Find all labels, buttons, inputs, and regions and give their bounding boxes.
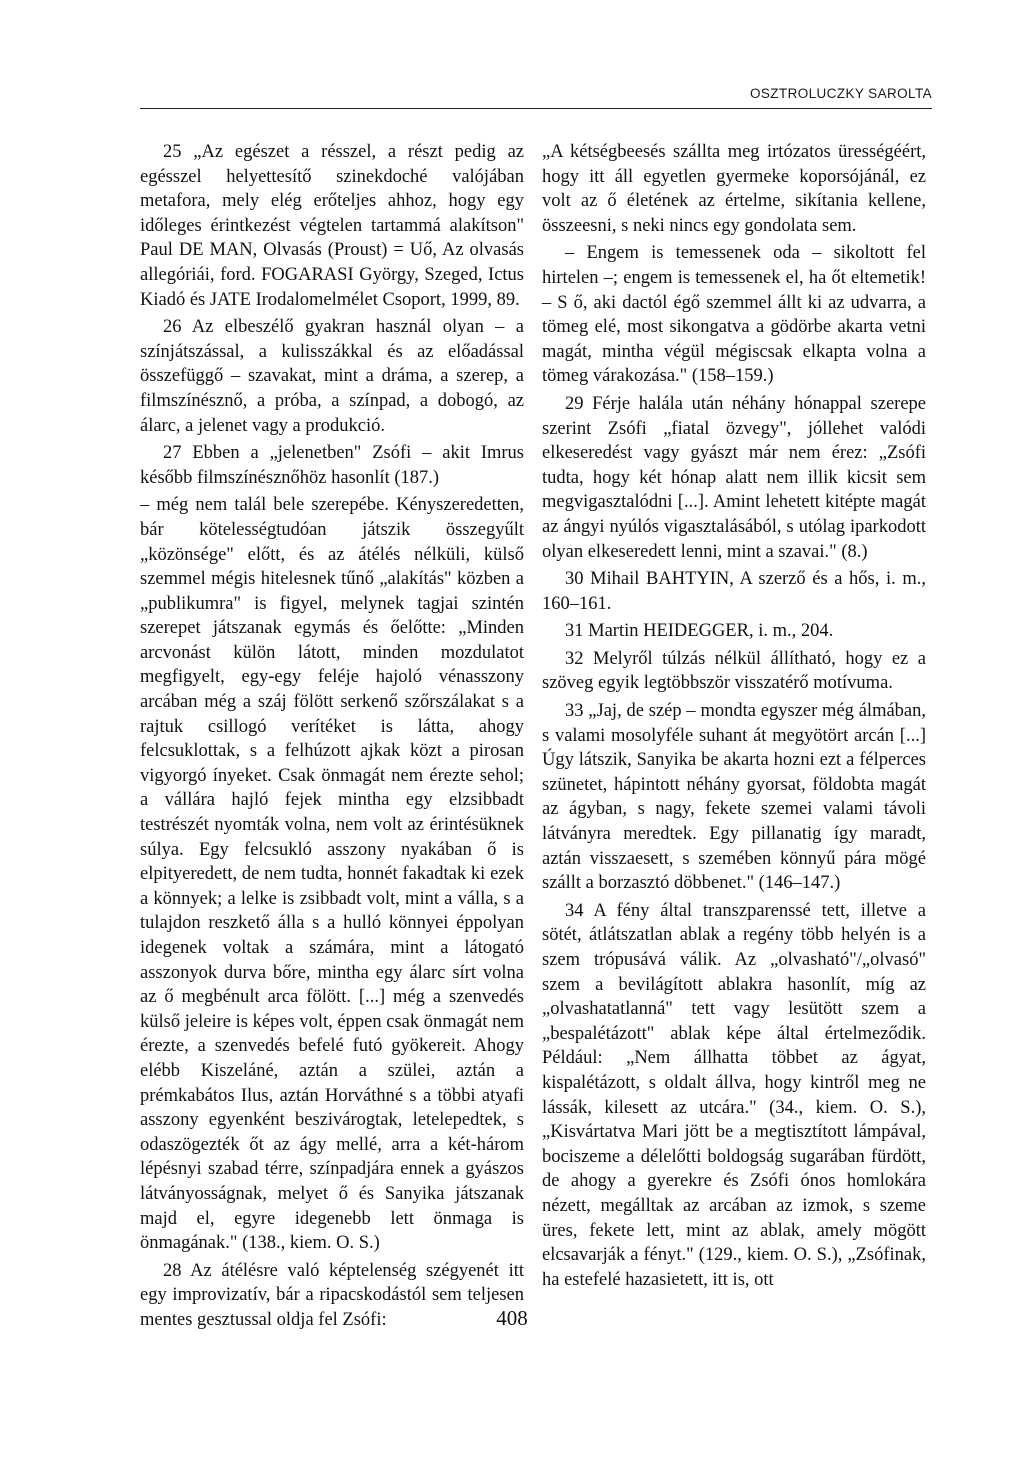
right-column <box>542 140 926 1295</box>
footnote-26: 26 Az elbeszélő gyakran használ olyan – a színjátszással, a kulisszákkal és az előadással összefüggő – szavakat, mint a dráma, a szerep, a filmszínésznő, a próba, a színpad, a dobogó, az álarc, a jelenet vagy a produkció. <box>140 317 524 436</box>
footnote-28-quote: „A kétségbeesés szállta meg irtózatos ürességéért, hogy itt áll egyetlen gyermeke koporsójánál, ez volt az ő életének az értelme, sikítania kellene, összeesni, s neki nincs egy gondolata sem. <box>542 142 926 236</box>
footnote-30: 30 Mihail BAHTYIN, A szerző és a hős, i. m., 160–161. <box>542 569 926 614</box>
footnote-28: 28 Az átélésre való képtelenség szégyenét itt egy improvizatív, bár a ripacskodástól sem teljesen mentes gesztussal oldja fel Zsófi: <box>140 1260 524 1330</box>
left-column <box>140 140 524 1336</box>
header-rule <box>140 108 932 109</box>
running-head: OSZTROLUCZKY SAROLTA <box>749 86 932 101</box>
footnote-33: 33 „Jaj, de szép – mondta egyszer még álmában, s valami mosolyféle suhant át megyötört arcán [...] Úgy látszik, Sanyika be akarta hozni ezt a félperces szünetet, hápintott néhány gyorsat, földobta magát az ágyban, s nagy, fekete szemei valami távoli látványra meredtek. Egy pillanatig így maradt, aztán visszaesett, s szemében könnyű pára mögé szállt a borzasztó döbbenet." (146–147.) <box>542 701 926 894</box>
footnote-32: 32 Melyről túlzás nélkül állítható, hogy ez a szöveg egyik legtöbbször visszatérő motívuma. <box>542 648 926 694</box>
footnote-27-continued: – még nem talál bele szerepébe. Kényszeredetten, bár kötelességtudóan játszik összegyűlt „közönsége" előtt, és az átélés nélküli, külső szemmel mégis hitelesnek tűnő „alakítás" közben a „publikumra" is figyel, melynek tagjai szintén szerepet játszanak egymás és őelőtte: „Minden arcvonást külön látott, minden mozdulatot megfigyelt, egy-egy feléje hajoló vénasszony arcában még a száj fölött serkenő szőrszálakat s a rajtuk csillogó verítéket is látta, ahogy felcsuklottak, s a felhúzott ajkak közt a pirosan vigyorgó ínyeket. Csak önmagát nem érezte sehol; a vállára hajló fejek mintha egy elzsibbadt testrészét nyomták volna, nem volt az érintésüknek súlya. Egy felcsukló asszony nyakában ő is elpityeredett, de nem tudta, honnét fakadtak ki ezek a könnyek; a lelke is zsibbadt volt, mint a válla, s a tulajdon reszkető álla s a hulló könnyei éppolyan idegenek voltak a számára, mint a látogató asszonyok durva bőre, mintha egy álarc sírt volna az ő megbénult arca fölött. [...] még a szenvedés külső jeleire is képes volt, éppen csak önmagát nem érezte, a szenvedés befelé futó gyökereit. Ahogy elébb Kiszeláné, aztán a szülei, aztán a prémkabátos Ilus, aztán Horváthné s a többi atyafi asszony egyenként beszivárogtak, letelepedtek, s odaszögezték őt az ágy mellé, arra a két-három lépésnyi szabad térre, színpadjára ennek a gyászos látványosságnak, melyet ő és Sanyika játszanak majd el, egyre idegenebb lett önmaga is önmagának." (138., kiem. O. S.) <box>140 495 524 1254</box>
footnote-29: 29 Férje halála után néhány hónappal szerepe szerint Zsófi „fiatal özvegy", jóllehet valódi elkeseredést vagy gyászt már nem érez: „Zsófi tudta, hogy két hónap alatt nem illik kicsit sem megvigasztalódni [...]. Amint lehetett kitépte magát az ángyi nyúlós vigasztalásából, s utólag iparkodott olyan elkeseredett lenni, mint a szavai." (8.) <box>542 393 926 562</box>
footnote-34: 34 A fény által transzparenssé tett, illetve a sötét, átlátszatlan ablak a regény több helyén is a szem trópusává válik. Az „olvasható"/„olvasó" szem a bevilágított ablakra hasonlít, míg az „olvashatatlanná" tett vagy lesütött szem a „bespalétázott" ablak képe által értelmeződik. Például: „Nem állhatta többet az ágyat, kispalétázott, s oldalt állva, hogy kintről meg ne lássák, kilesett az utcára." (34., kiem. O. S.), „Kisvártatva Mari jött be a megtisztított lámpával, bociszeme a délelőtti boldogság sugarában fürdött, de ahogy a gyerekre és Zsófi ónos homlokára nézett, megálltak az arcában az izmok, s szeme üres, fekete lett, mint az ablak, amely mögött elcsavarják a fényt." (129., kiem. O. S.), „Zsófinak, ha estefelé hazasietett, itt is, ott <box>542 900 926 1290</box>
footnote-25: 25 „Az egészet a résszel, a részt pedig az egésszel helyettesítő szinekdoché valójában metafora, mely elég erőteljes ahhoz, hogy egy időleges érintkezést végtelen tartammá alakítson" Paul DE MAN, Olvasás (Proust) = Uő, Az olvasás allegóriái, ford. FOGARASI György, Szeged, Ictus Kiadó és JATE Irodalomelmélet Csoport, 1999, 89. <box>140 142 524 310</box>
footnote-31: 31 Martin HEIDEGGER, i. m., 204. <box>565 621 834 642</box>
footnote-28-quote-continued: – Engem is temessenek oda – sikoltott fel hirtelen –; engem is temessenek el, ha őt eltemetik! – S ő, aki dactól égő szemmel állt ki az udvarra, a tömeg elé, most sikongatva a gödörbe akarta vetni magát, mintha végül mégiscsak elkapta volna a tömeg várakozása." (158–159.) <box>542 243 926 387</box>
page-number: 408 <box>496 1306 528 1330</box>
footnote-27: 27 Ebben a „jelenetben" Zsófi – akit Imrus később filmszínésznőhöz hasonlít (187.) <box>140 443 524 488</box>
